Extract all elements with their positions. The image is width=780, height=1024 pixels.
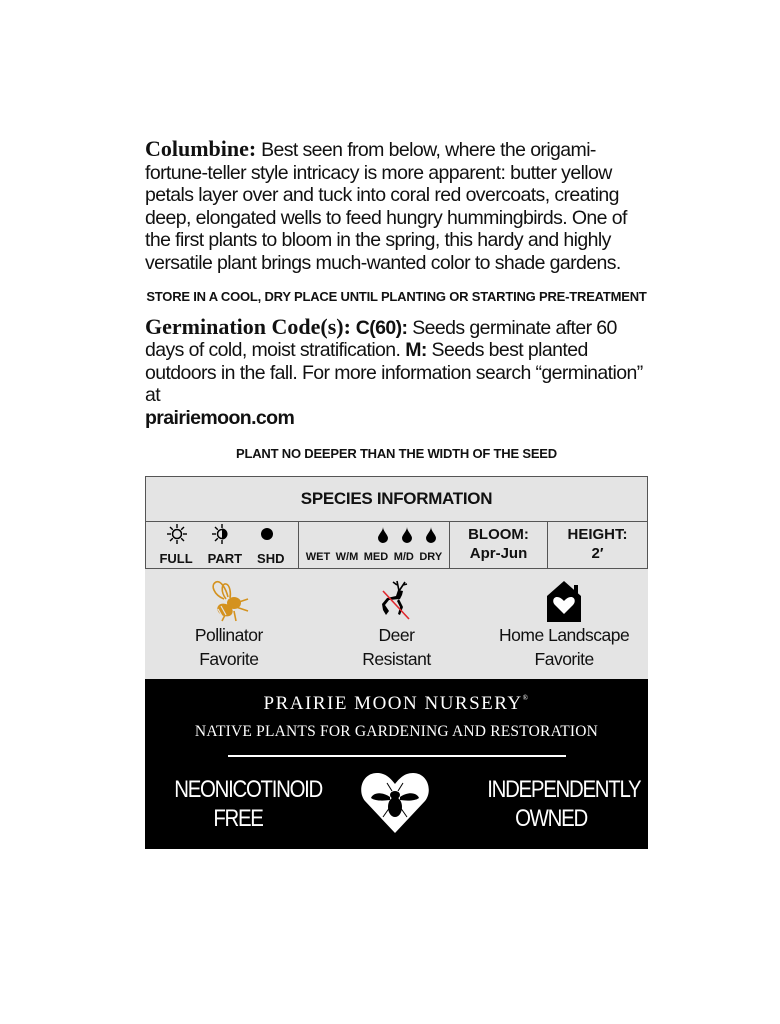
germination-info — [145, 313, 648, 430]
drop-icon-md — [401, 527, 413, 548]
shade-icon — [257, 524, 277, 549]
brand-tagline: NATIVE PLANTS FOR GARDENING AND RESTORATION — [194, 722, 599, 740]
moisture-label-dry: DRY — [419, 550, 443, 563]
attribute-label-line1: Home Landscape — [499, 624, 630, 645]
badge-line2: FREE — [213, 805, 263, 833]
bloom-cell — [450, 521, 548, 568]
website-link[interactable]: prairiemoon.com — [145, 406, 295, 429]
attribute-deer-resistant — [316, 579, 476, 671]
plant-attributes — [145, 569, 648, 679]
registered-mark: ® — [522, 693, 530, 702]
moisture-label-wet: WET — [305, 550, 331, 563]
badge-line1: NEONICOTINOID — [174, 776, 323, 804]
house-heart-icon — [546, 579, 582, 623]
heart-bee-icon — [359, 769, 431, 840]
storage-notice: STORE IN A COOL, DRY PLACE UNTIL PLANTING OR STARTING PRE-TREATMENT — [146, 288, 647, 304]
bee-icon — [206, 579, 252, 623]
moisture-label-wm: W/M — [335, 550, 359, 563]
badge-line2: OWNED — [515, 805, 587, 833]
brand-name — [145, 693, 648, 715]
moisture-cell — [299, 521, 450, 568]
height-cell — [548, 521, 648, 568]
attribute-pollinator — [149, 579, 309, 671]
germination-code-c60: C(60): — [350, 316, 408, 339]
light-label-shade: SHD — [257, 550, 285, 566]
attribute-label-line1: Pollinator — [194, 624, 263, 645]
germination-code-m-text: Seeds best planted outdoors in the fall. For more information search “germination” at — [145, 339, 643, 407]
germination-code-c60-text: Seeds germinate after 60 days of cold, moist stratification. — [145, 316, 617, 362]
attribute-label-line2: Favorite — [534, 648, 594, 669]
germination-code-m: M: — [400, 339, 427, 362]
plant-description — [145, 138, 648, 275]
drop-icon-med — [377, 527, 389, 548]
plant-name: Columbine: — [145, 136, 257, 161]
seed-packet-back — [145, 138, 648, 849]
light-label-part: PART — [207, 550, 243, 566]
drop-icon-dry — [425, 527, 437, 548]
germination-heading: Germination Code(s): — [145, 313, 351, 339]
sun-part-icon — [212, 524, 232, 549]
independently-owned-badge — [487, 775, 641, 833]
species-info-table — [145, 476, 648, 569]
attribute-label-line2: Resistant — [362, 648, 431, 669]
neonicotinoid-free-badge — [174, 775, 323, 833]
sun-full-icon — [167, 524, 187, 549]
species-info-title: SPECIES INFORMATION — [146, 476, 648, 521]
height-label: HEIGHT: — [567, 526, 628, 544]
planting-notice: PLANT NO DEEPER THAN THE WIDTH OF THE SEED — [236, 445, 557, 461]
description-text: Best seen from below, where the origami-fortune-teller style intricacy is more apparent: butter yellow petals layer over and tuck into coral red overcoats, creating deep, elongated wells to feed hungry hummingbirds. One of the first plants to bloom in the spring, this hardy and highly versatile plant brings much-wanted color to shade gardens. — [145, 139, 627, 274]
light-label-full: FULL — [159, 550, 193, 566]
moisture-label-md: M/D — [393, 550, 414, 563]
bloom-value: Apr-Jun — [469, 545, 528, 563]
moisture-label-med: MED — [363, 550, 389, 563]
brand-footer — [145, 679, 648, 849]
bloom-label: BLOOM: — [468, 526, 529, 544]
brand-name-text: PRAIRIE MOON NURSERY — [263, 692, 523, 714]
attribute-label-line2: Favorite — [199, 648, 259, 669]
badge-line1: INDEPENDENTLY — [487, 776, 641, 804]
deer-crossed-icon — [379, 579, 413, 623]
height-value: 2′ — [591, 545, 604, 563]
attribute-home-landscape — [484, 579, 644, 671]
attribute-label-line1: Deer — [378, 624, 415, 645]
light-cell — [146, 521, 299, 568]
